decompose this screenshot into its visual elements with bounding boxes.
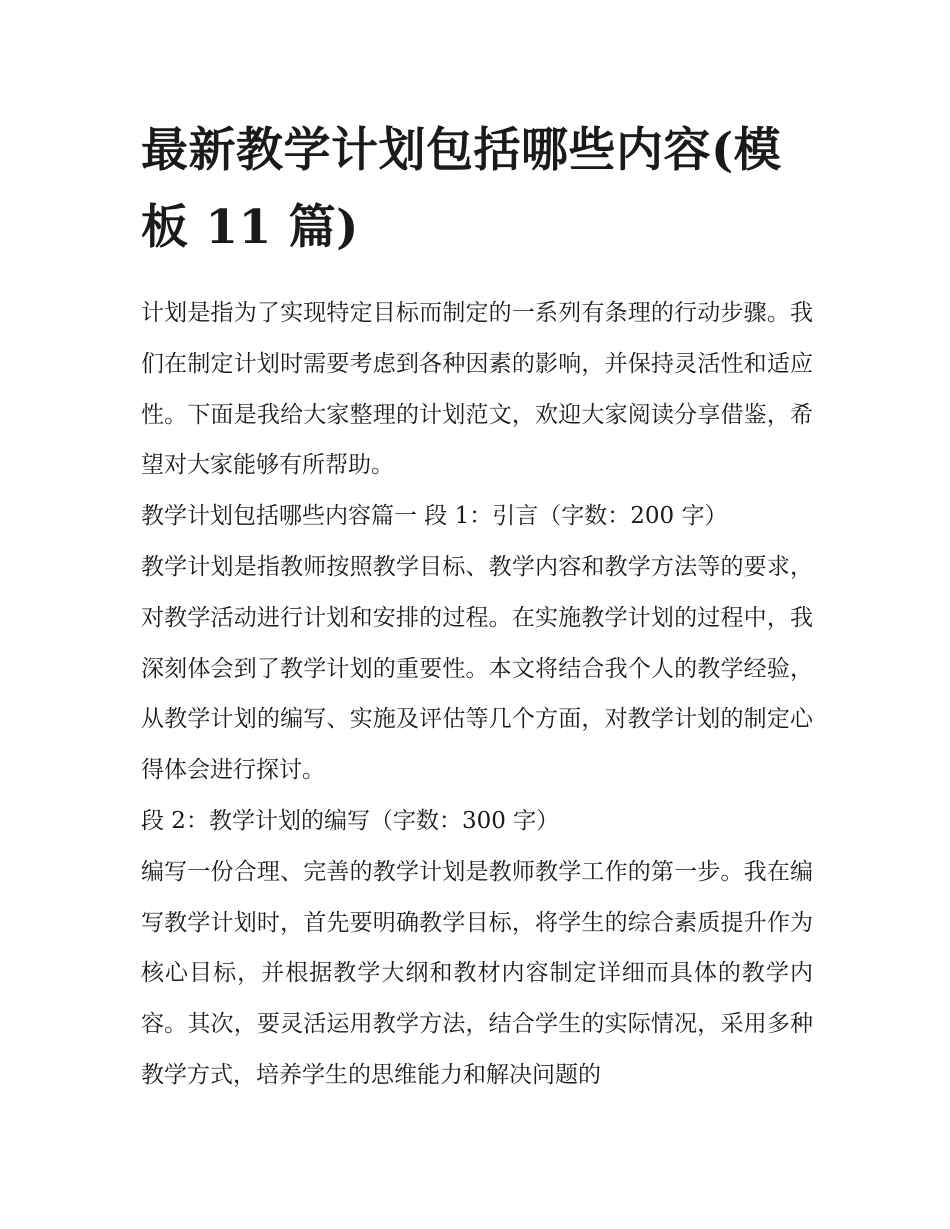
- section-heading-2: 段 2：教学计划的编写（字数：300 字）: [141, 807, 560, 834]
- section-paragraph-1: 教学计划是指教师按照教学目标、教学内容和教学方法等的要求，对教学活动进行计划和安排的过程。在实施教学计划的过程中，我深刻体会到了教学计划的重要性。本文将结合我个人的教学经验，从教学计划的编写、实施及评估等几个方面，对教学计划的制定心得体会进行探讨。: [141, 553, 813, 784]
- document-title: 最新教学计划包括哪些内容(模板 11 篇): [141, 123, 782, 255]
- section-heading-1: 教学计划包括哪些内容篇一 段 1：引言（字数：200 字）: [141, 503, 728, 530]
- document-body: [141, 112, 813, 1101]
- intro-paragraph: 计划是指为了实现特定目标而制定的一系列有条理的行动步骤。我们在制定计划时需要考虑到各种因素的影响，并保持灵活性和适应性。下面是我给大家整理的计划范文，欢迎大家阅读分享借鉴，希望对大家能够有所帮助。: [141, 300, 813, 479]
- section-paragraph-2: 编写一份合理、完善的教学计划是教师教学工作的第一步。我在编写教学计划时，首先要明确教学目标，将学生的综合素质提升作为核心目标，并根据教学大纲和教材内容制定详细而具体的教学内容。其次，要灵活运用教学方法，结合学生的实际情况，采用多种教学方式，培养学生的思维能力和解决问题的: [141, 858, 813, 1088]
